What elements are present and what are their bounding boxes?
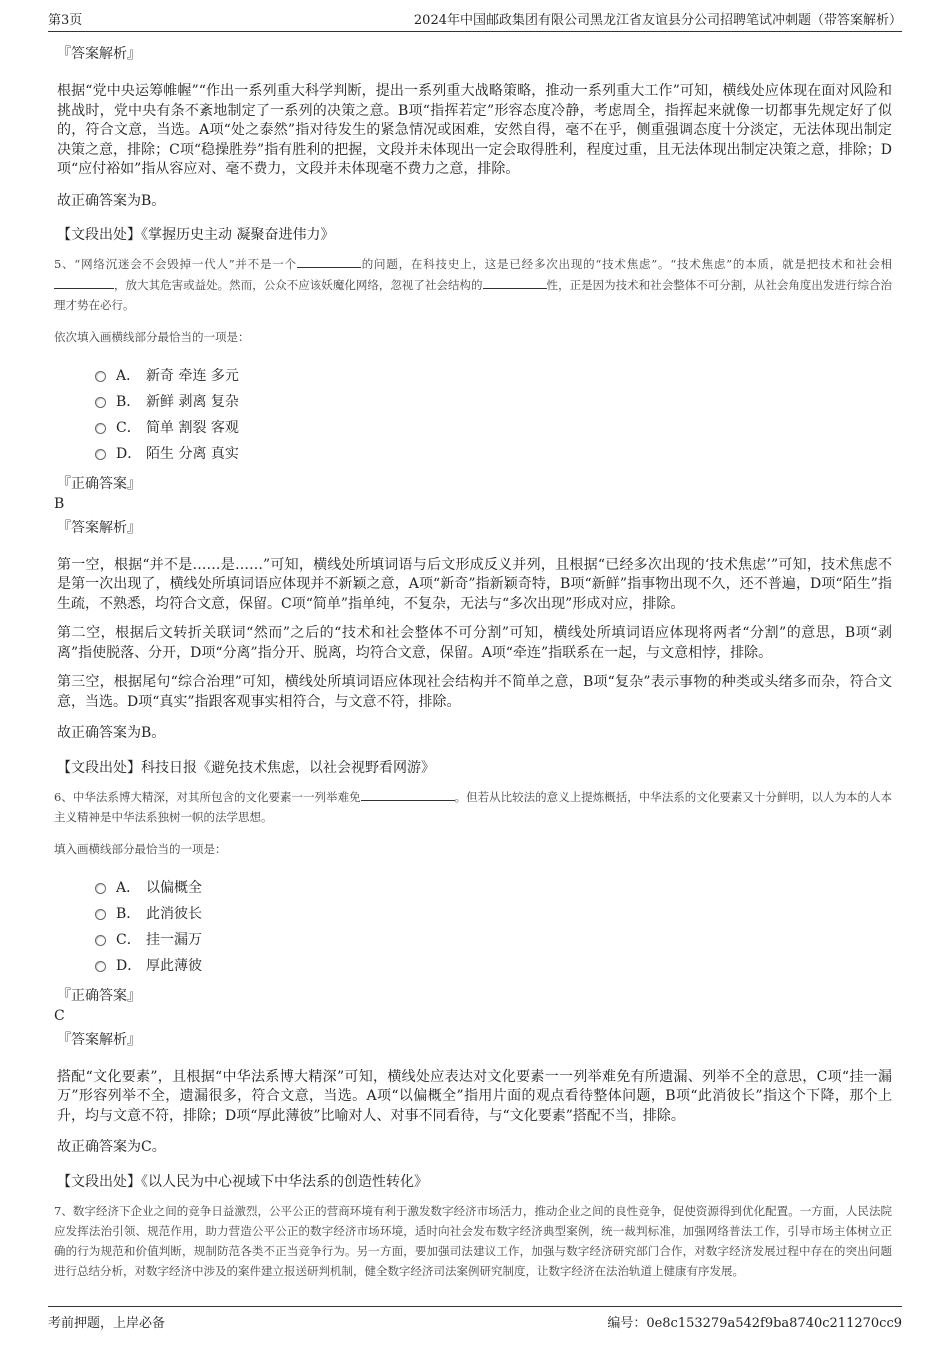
option-text: 厚此薄彼 — [146, 957, 202, 974]
question-6-text — [54, 787, 892, 828]
conclusion-text: 故正确答案为C。 — [57, 1139, 166, 1155]
analysis-paragraph-3: 第三空，根据尾句“综合治理”可知，横线处所填词语应体现社会结构并不简单之意，B项“复杂”表示事物的种类或头绪多而杂，符合文意，当选。D项“真实”指跟客观事实相符合，与文意不符，排除。 — [57, 674, 892, 710]
question-5-text — [54, 254, 892, 316]
option-letter: C． — [116, 419, 141, 436]
header-rule — [48, 31, 902, 32]
analysis-title: 『答案解析』 — [57, 1031, 141, 1048]
analysis-paragraph-1: 第一空，根据“并不是……是……”可知，横线处所填词语与后文形成反义并列，且根据“已经多次出现的‘技术焦虑’”可知，技术焦虑不是第一次出现了，横线处所填词语应体现并不新颖之意，A项“新奇”指新颖奇特，B项“新鲜”指事物出现不久，还不普遍，D项“陌生”指生疏，不熟悉，均符合文意，保留。C项“简单”指单纯，不复杂，无法与“多次出现”形成对应，排除。 — [57, 556, 892, 612]
page-header — [48, 8, 902, 28]
option-c[interactable] — [95, 926, 892, 952]
fill-blank — [54, 275, 114, 289]
option-b[interactable] — [95, 900, 892, 926]
question-5-options — [95, 362, 892, 466]
question-5-text-part: 5、“网络沉迷会不会毁掉一代人”并不是一个 — [54, 257, 297, 271]
radio-button[interactable] — [95, 909, 106, 920]
question-6-options — [95, 874, 892, 978]
radio-button[interactable] — [95, 961, 106, 972]
correct-answer: B — [54, 495, 65, 512]
option-a[interactable] — [95, 362, 892, 388]
option-letter: B． — [116, 393, 141, 410]
analysis-text: 根据“党中央运筹帷幄”“作出一系列重大科学判断，提出一系列重大战略策略，推动一系列重大工作”可知，横线处应体现在面对风险和挑战时，党中央有条不紊地制定了一系列的决策之意。B项“指挥若定”形容态度冷静，考虑周全，指挥起来就像一切都事先规定好了似的，符合文意，当选。A项“处之泰然”指对待发生的紧急情况或困难，安然自得，毫不在乎，侧重强调态度十分淡定，无法体现出制定决策之意，排除；C项“稳操胜券”指有胜利的把握，文段并未体现出一定会取得胜利，程度过重，且无法体现出制定决策之意，排除；D项“应付裕如”指从容应对、毫不费力，文段并未体现毫不费力之意，排除。 — [57, 83, 892, 177]
question-6-text-part: 6、中华法系博大精深，对其所包含的文化要素一一列举难免 — [54, 789, 361, 804]
option-text: 陌生 分离 真实 — [146, 445, 239, 462]
document-title: 2024年中国邮政集团有限公司黑龙江省友谊县分公司招聘笔试冲刺题（带答案解析） — [413, 12, 902, 28]
radio-button[interactable] — [95, 423, 106, 434]
option-letter: C． — [116, 931, 141, 948]
option-letter: D． — [116, 445, 142, 462]
question-5-text-part: ，放大其危害或益处。然而，公众不应该妖魔化网络，忽视了社会结构的 — [114, 277, 483, 292]
analysis-title: 『答案解析』 — [57, 46, 141, 62]
correct-answer: C — [54, 1007, 65, 1024]
question-6-text-part: 。但若从比较法的意义上提炼概括，中华法系的文化要素又十分鲜明，以人为本的人本主义精神是中华法系独树一帜的法学思想。 — [54, 789, 892, 824]
radio-button[interactable] — [95, 449, 106, 460]
footer-rule — [48, 1306, 902, 1307]
analysis-text: 搭配“文化要素”，且根据“中华法系博大精深”可知，横线处应表达对文化要素一一列举难免有所遗漏、列举不全的意思，C项“挂一漏万”形容列举不全，遗漏很多，符合文意，当选。A项“以偏概全”指用片面的观点看待整体问题，B项“此消彼长”指这个下降，那个上升，均与文意不符，排除；D项“厚此薄彼”比喻对人、对事不同看待，与“文化要素”搭配不当，排除。 — [57, 1068, 892, 1124]
answer-title: 『正确答案』 — [57, 987, 141, 1004]
option-text: 新奇 牵连 多元 — [146, 367, 239, 384]
source-citation: 【文段出处】《以人民为中心视域下中华法系的创造性转化》 — [57, 1173, 428, 1190]
option-letter: B． — [116, 905, 141, 922]
option-d[interactable] — [95, 952, 892, 978]
analysis-paragraph-2: 第二空，根据后文转折关联词“然而”之后的“技术和社会整体不可分割”可知，横线处所填词语应体现将两者“分割”的意思，B项“剥离”指使脱落、分开，D项“分离”指分开、脱离，均符合文意，保留。A项“牵连”指联系在一起，与文意相悖，排除。 — [57, 625, 892, 661]
option-d[interactable] — [95, 440, 892, 466]
option-b[interactable] — [95, 388, 892, 414]
option-text: 新鲜 剥离 复杂 — [146, 393, 239, 410]
source-citation: 【文段出处】《掌握历史主动 凝聚奋进伟力》 — [57, 227, 335, 243]
option-letter: D． — [116, 957, 142, 974]
radio-button[interactable] — [95, 935, 106, 946]
analysis-title: 『答案解析』 — [57, 519, 141, 536]
question-6-instruction: 填入画横线部分最恰当的一项是： — [54, 841, 227, 856]
fill-blank — [483, 275, 547, 289]
question-5-text-part: 的问题，在科技史上，这是已经多次出现的“技术焦虑”。“技术焦虑”的本质，就是把技术和社会相 — [360, 257, 893, 271]
option-text: 简单 割裂 客观 — [146, 419, 239, 436]
document-id: 编号：0e8c153279a542f9ba8740c211270cc9 — [607, 1315, 902, 1331]
answer-title: 『正确答案』 — [57, 475, 141, 492]
radio-button[interactable] — [95, 883, 106, 894]
option-letter: A． — [116, 367, 141, 384]
conclusion-text: 故正确答案为B。 — [57, 192, 166, 209]
page-number: 第3页 — [48, 12, 83, 28]
page-content — [54, 44, 893, 1293]
fill-blank — [361, 787, 455, 801]
option-letter: A． — [116, 879, 141, 896]
option-a[interactable] — [95, 874, 892, 900]
question-7-text: 7、数字经济下企业之间的竞争日益激烈，公平公正的营商环境有利于激发数字经济市场活力，推动企业之间的良性竞争，促使资源得到优化配置。一方面，人民法院应发挥法治引领、规范作用，助力营造公平公正的数字经济市场环境，适时向社会发布数字经济典型案例，统一裁判标准，加强网络普法工作，引导市场主体树立正确的行为规范和价值判断，规制防范各类不正当竞争行为。另一方面，要加强司法建议工作，加强与数字经济研究部门合作，对数字经济发展过程中存在的突出问题进行总结分析，对数字经济中涉及的案件建立报送研判机制，健全数字经济司法案例研究制度，让数字经济在法治轨道上健康有序发展。 — [54, 1203, 892, 1278]
option-text: 以偏概全 — [146, 879, 202, 896]
option-c[interactable] — [95, 414, 892, 440]
radio-button[interactable] — [95, 397, 106, 408]
option-text: 挂一漏万 — [146, 931, 202, 948]
source-citation: 【文段出处】科技日报《避免技术焦虑，以社会视野看网游》 — [57, 759, 435, 776]
question-5-text-part: 性，正是因为技术和社会整体不可分割，从社会角度出发进行综合治理才势在必行。 — [54, 277, 893, 312]
footer-slogan: 考前押题，上岸必备 — [48, 1315, 166, 1331]
question-5-instruction: 依次填入画横线部分最恰当的一项是： — [54, 329, 250, 344]
radio-button[interactable] — [95, 371, 106, 382]
fill-blank — [297, 254, 361, 268]
option-text: 此消彼长 — [146, 905, 202, 922]
page-footer — [48, 1311, 902, 1331]
conclusion-text: 故正确答案为B。 — [57, 725, 166, 741]
